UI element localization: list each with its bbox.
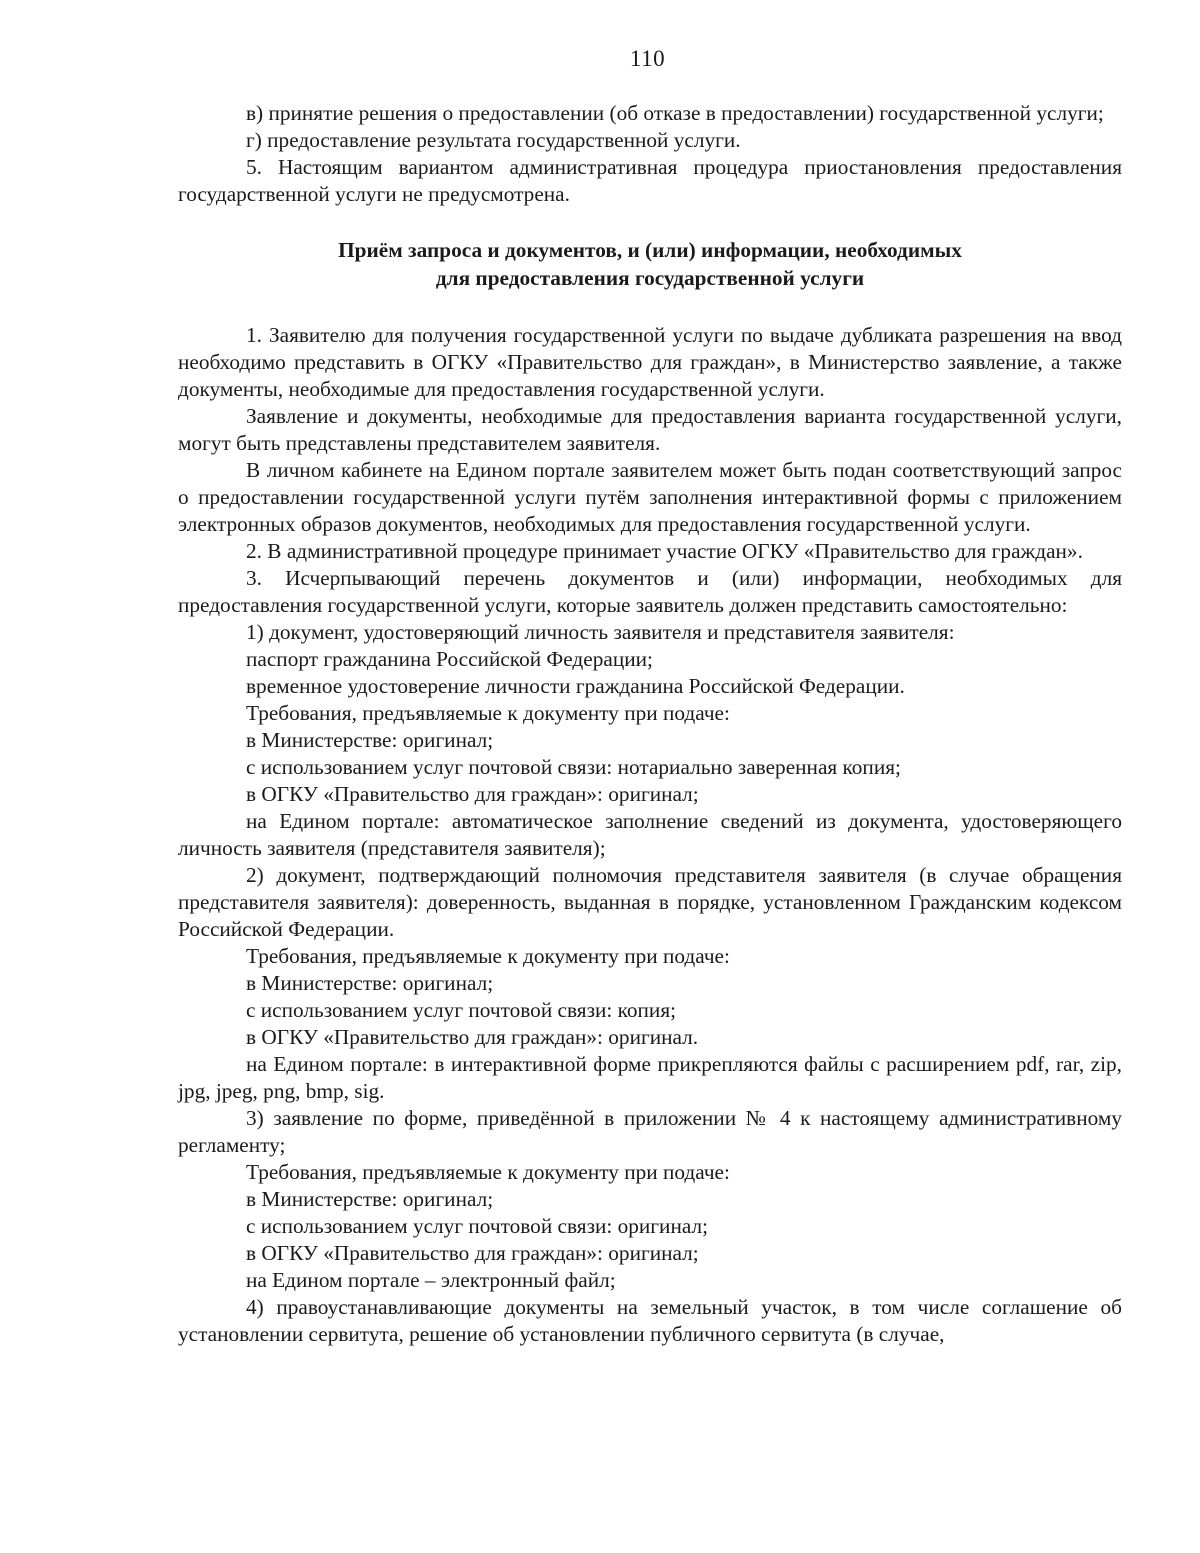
section-heading-line: Приём запроса и документов, и (или) информации, необходимых (338, 238, 962, 262)
section-heading-line: для предоставления государственной услуги (435, 266, 865, 290)
paragraph: 1. Заявителю для получения государственной услуги по выдаче дубликата разрешения на ввод необходимо представить в ОГКУ «Правительство для граждан», в Министерство заявление, а также документы, необходимые для предоставления государственной услуги. (178, 323, 1122, 401)
list-item: на Едином портале: автоматическое заполнение сведений из документа, удостоверяющего личность заявителя (представителя заявителя); (178, 809, 1122, 860)
list-item: в ОГКУ «Правительство для граждан»: оригинал; (246, 1241, 699, 1265)
list-item: с использованием услуг почтовой связи: нотариально заверенная копия; (246, 755, 901, 779)
paragraph: 3. Исчерпывающий перечень документов и (или) информации, необходимых для предоставления государственной услуги, которые заявитель должен представить самостоятельно: (178, 566, 1122, 617)
section-heading (178, 236, 1122, 292)
page-number: 110 (629, 46, 666, 71)
paragraph: 5. Настоящим вариантом административная процедура приостановления предоставления государственной услуги не предусмотрена. (178, 155, 1122, 206)
list-item: паспорт гражданина Российской Федерации; (246, 647, 653, 671)
list-item: временное удостоверение личности гражданина Российской Федерации. (246, 674, 905, 698)
list-item: 4) правоустанавливающие документы на земельный участок, в том числе соглашение об установлении сервитута, решение об установлении публичного сервитута (в случае, (178, 1295, 1122, 1346)
list-item: в Министерстве: оригинал; (246, 728, 494, 752)
paragraph: г) предоставление результата государственной услуги. (246, 128, 741, 152)
list-item: Требования, предъявляемые к документу при подаче: (246, 1160, 730, 1184)
list-item: на Едином портале – электронный файл; (246, 1268, 616, 1292)
list-item: с использованием услуг почтовой связи: оригинал; (246, 1214, 709, 1238)
list-item: Требования, предъявляемые к документу при подаче: (246, 701, 730, 725)
document-body (178, 100, 1122, 1348)
list-item: в Министерстве: оригинал; (246, 1187, 494, 1211)
list-item: с использованием услуг почтовой связи: копия; (246, 998, 677, 1022)
list-item: в ОГКУ «Правительство для граждан»: оригинал; (246, 782, 699, 806)
paragraph: в) принятие решения о предоставлении (об отказе в предоставлении) государственной услуги; (246, 101, 1104, 125)
paragraph: Заявление и документы, необходимые для предоставления варианта государственной услуги, могут быть представлены представителем заявителя. (178, 404, 1122, 455)
paragraph: 2. В административной процедуре принимает участие ОГКУ «Правительство для граждан». (246, 539, 1083, 563)
list-item: 3) заявление по форме, приведённой в приложении № 4 к настоящему административному регламенту; (178, 1106, 1122, 1157)
list-item: в Министерстве: оригинал; (246, 971, 494, 995)
list-item: 1) документ, удостоверяющий личность заявителя и представителя заявителя: (246, 620, 955, 644)
list-item: 2) документ, подтверждающий полномочия представителя заявителя (в случае обращения представителя заявителя): доверенность, выданная в порядке, установленном Гражданским кодексом Российской Федерации. (178, 863, 1122, 941)
paragraph: В личном кабинете на Едином портале заявителем может быть подан соответствующий запрос о предоставлении государственной услуги путём заполнения интерактивной формы с приложением электронных образов документов, необходимых для предоставления государственной услуги. (178, 458, 1122, 536)
list-item: Требования, предъявляемые к документу при подаче: (246, 944, 730, 968)
list-item: на Едином портале: в интерактивной форме прикрепляются файлы с расширением pdf, rar, zip, jpg, jpeg, png, bmp, sig. (178, 1052, 1122, 1103)
list-item: в ОГКУ «Правительство для граждан»: оригинал. (246, 1025, 699, 1049)
